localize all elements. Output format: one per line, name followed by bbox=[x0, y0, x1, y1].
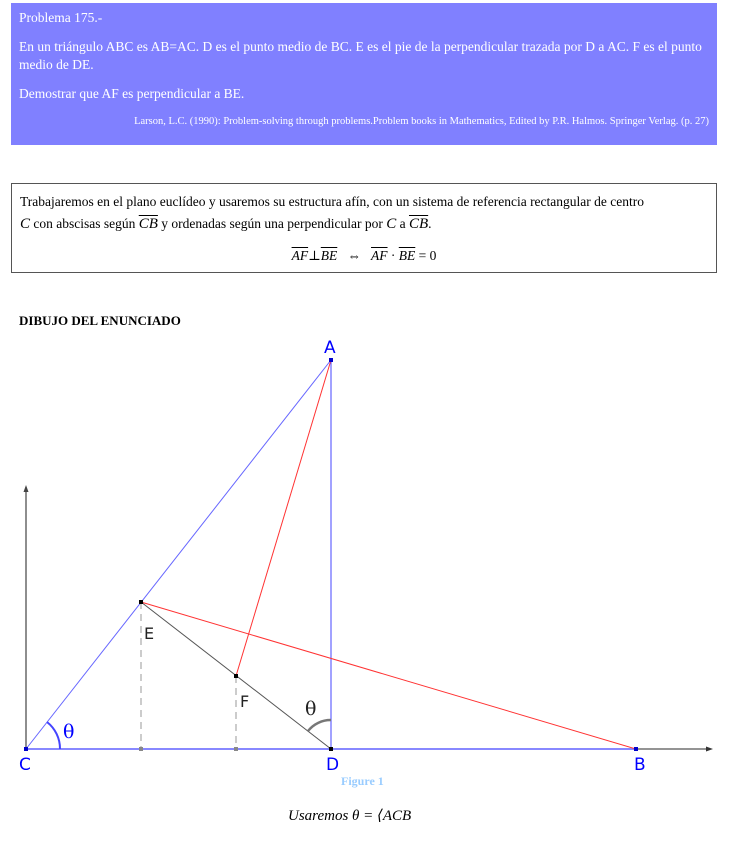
figure-caption: Figure 1 bbox=[341, 774, 384, 788]
method-line1: Trabajaremos en el plano euclídeo y usaremos su estructura afín, con un sistema de referencia rectangular de centro bbox=[20, 194, 644, 209]
angle-d-arc bbox=[308, 720, 331, 731]
vector-cb: $\overline{CB}$ bbox=[408, 216, 429, 232]
label-c: C bbox=[19, 755, 31, 770]
label-f: F bbox=[240, 692, 250, 711]
x-axis-arrow-icon bbox=[706, 747, 713, 752]
y-axis-arrow-icon bbox=[24, 485, 29, 492]
point-d bbox=[329, 747, 333, 751]
section-title: DIBUJO DEL ENUNCIADO bbox=[19, 313, 181, 328]
text: . bbox=[428, 216, 432, 231]
method-text bbox=[20, 191, 708, 235]
segment-af bbox=[236, 360, 331, 676]
point-c: C bbox=[386, 216, 397, 232]
dot-symbol: · bbox=[390, 248, 396, 263]
vector-be: $\overline{BE}$ bbox=[320, 248, 338, 263]
foot-f bbox=[234, 747, 238, 751]
problem-title: Problema 175.- bbox=[19, 10, 103, 25]
vector-cb: $\overline{CB}$ bbox=[138, 216, 158, 232]
equals-zero: = 0 bbox=[418, 248, 437, 263]
label-d: D bbox=[326, 755, 340, 770]
segment-be bbox=[141, 602, 636, 749]
point-c bbox=[24, 747, 28, 751]
perp-symbol: ⊥ bbox=[308, 248, 321, 263]
label-theta-d: θ bbox=[305, 698, 317, 720]
method-box bbox=[11, 183, 717, 273]
angle-c-arc bbox=[47, 722, 60, 749]
text: con abscisas según bbox=[30, 216, 139, 231]
text: a bbox=[396, 216, 409, 231]
problem-box bbox=[11, 3, 717, 145]
point-f bbox=[234, 674, 238, 678]
geometry-figure bbox=[0, 330, 729, 770]
foot-e bbox=[139, 747, 143, 751]
problem-prove: Demostrar que AF es perpendicular a BE. bbox=[19, 86, 245, 101]
problem-statement: En un triángulo ABC es AB=AC. D es el punto medio de BC. E es el pie de la perpendicular trazada por D a AC. F es el punto medio de DE. bbox=[19, 39, 702, 72]
label-b: B bbox=[634, 755, 646, 770]
label-a: A bbox=[324, 338, 336, 358]
point-c: C bbox=[20, 216, 31, 232]
theta-definition: Usaremos θ = ⟨ACB bbox=[288, 808, 412, 824]
label-e: E bbox=[144, 624, 155, 643]
vector-be: $\overline{BE}$ bbox=[398, 248, 416, 263]
iff-symbol: ⇔ bbox=[347, 248, 361, 263]
point-b bbox=[634, 747, 638, 751]
label-theta-c: θ bbox=[63, 721, 75, 743]
problem-reference: Larson, L.C. (1990): Problem-solving through problems.Problem books in Mathematics, Edited by P.R. Halmos. Springer Verlag. (p. 27) bbox=[134, 116, 709, 127]
segment-ca bbox=[26, 360, 331, 749]
vector-af: $\overline{AF}$ bbox=[291, 248, 309, 263]
point-e bbox=[139, 600, 143, 604]
point-a bbox=[329, 358, 333, 362]
formula bbox=[20, 245, 708, 267]
text: y ordenadas según una perpendicular por bbox=[157, 216, 387, 231]
vector-af: $\overline{AF}$ bbox=[371, 248, 388, 263]
